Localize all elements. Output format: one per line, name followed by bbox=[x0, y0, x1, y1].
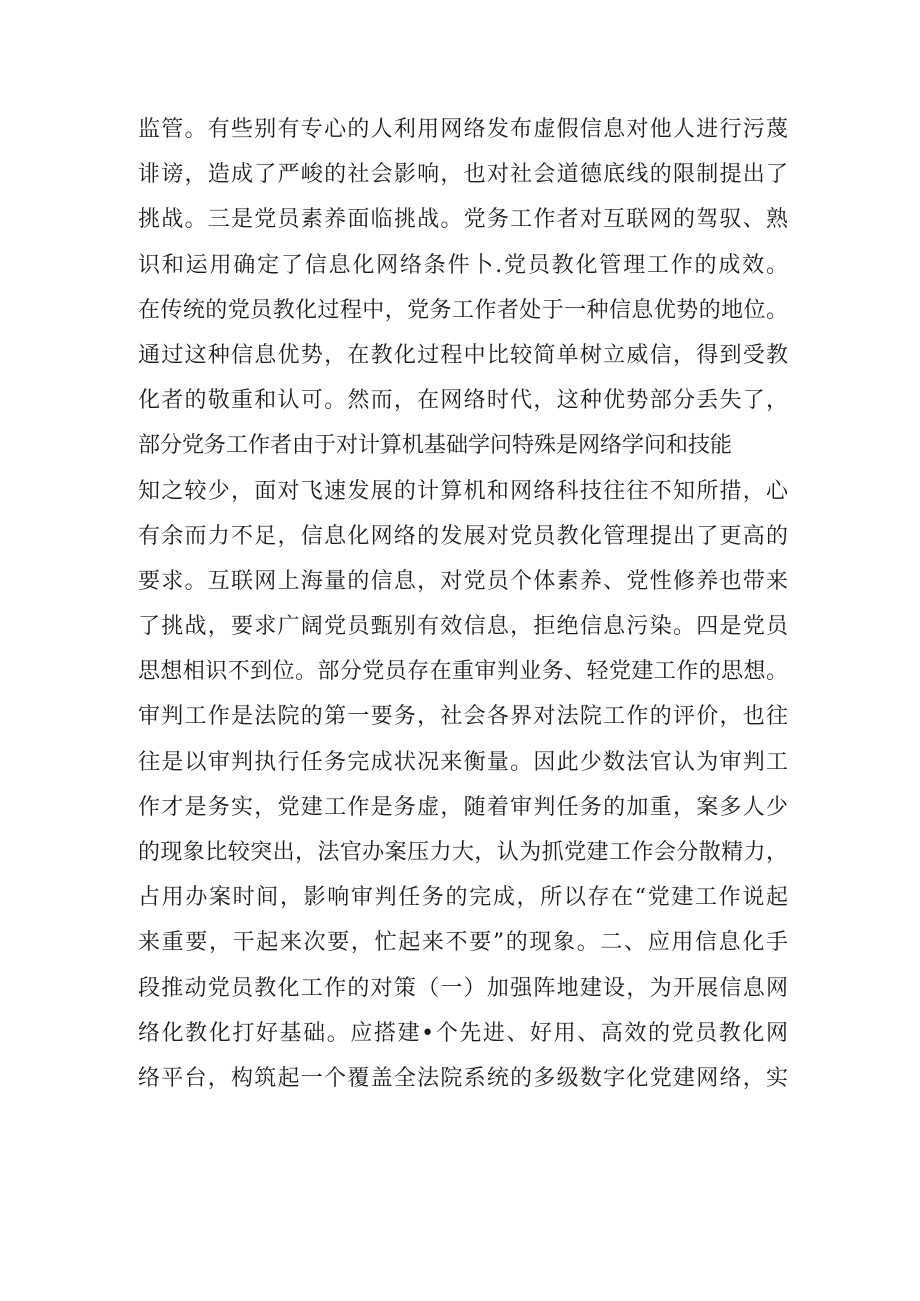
text-line: 络平台，构筑起一个覆盖全法院系统的多级数字化党建网络，实 bbox=[138, 1065, 788, 1091]
text-line: 知之较少，面对飞速发展的计算机和网络科技往往不知所措，心 bbox=[138, 478, 788, 504]
text-line: 思想相识不到位。部分党员存在重审判业务、轻党建工作的思想。 bbox=[138, 659, 788, 685]
text-line: 审判工作是法院的第一要务，社会各界对法院工作的评价，也往 bbox=[138, 704, 788, 730]
text-line: 要求。互联网上海量的信息，对党员个体素养、党性修养也带来 bbox=[138, 568, 788, 594]
text-line: 的现象比较突出，法官办案压力大，认为抓党建工作会分散精力， bbox=[138, 840, 788, 865]
text-line: 作才是务实，党建工作是务虚，随着审判任务的加重，案多人少 bbox=[138, 794, 788, 820]
text-line: 有余而力不足，信息化网络的发展对党员教化管理提出了更高的 bbox=[138, 523, 788, 549]
text-line: 识和运用确定了信息化网络条件卜.党员教化管理工作的成效。 bbox=[138, 252, 788, 278]
text-line: 在传统的党员教化过程中，党务工作者处于一种信息优势的地位。 bbox=[138, 297, 788, 323]
text-line: 络化教化打好基础。应搭建•个先进、好用、高效的党员教化网 bbox=[138, 1020, 788, 1046]
text-line: 监管。有些别有专心的人利用网络发布虚假信息对他人进行污蔑 bbox=[138, 117, 788, 142]
text-line: 通过这种信息优势，在教化过程中比较简单树立威信，得到受教 bbox=[138, 342, 788, 368]
text-line: 占用办案时间，影响审判任务的完成，所以存在“党建工作说起 bbox=[138, 885, 788, 911]
text-line: 往是以审判执行任务完成状况来衡量。因此少数法官认为审判工 bbox=[138, 749, 788, 775]
text-line: 来重要，干起来次要，忙起来不要”的现象。二、应用信息化手 bbox=[138, 930, 788, 956]
text-line: 段推动党员教化工作的对策（一）加强阵地建设，为开展信息网 bbox=[138, 975, 788, 1001]
text-line: 挑战。三是党员素养面临挑战。党务工作者对互联网的驾驭、熟 bbox=[138, 207, 788, 233]
text-line: 部分党务工作者由于对计算机基础学问特殊是网络学问和技能 bbox=[138, 433, 733, 459]
text-line: 化者的敬重和认可。然而，在网络时代，这种优势部分丢失了， bbox=[138, 388, 788, 414]
body-text bbox=[138, 107, 788, 1101]
text-line: 诽谤，造成了严峻的社会影响，也对社会道德底线的限制提出了 bbox=[138, 162, 788, 188]
text-line: 了挑战，要求广阔党员甄别有效信息，拒绝信息污染。四是党员 bbox=[138, 614, 788, 640]
